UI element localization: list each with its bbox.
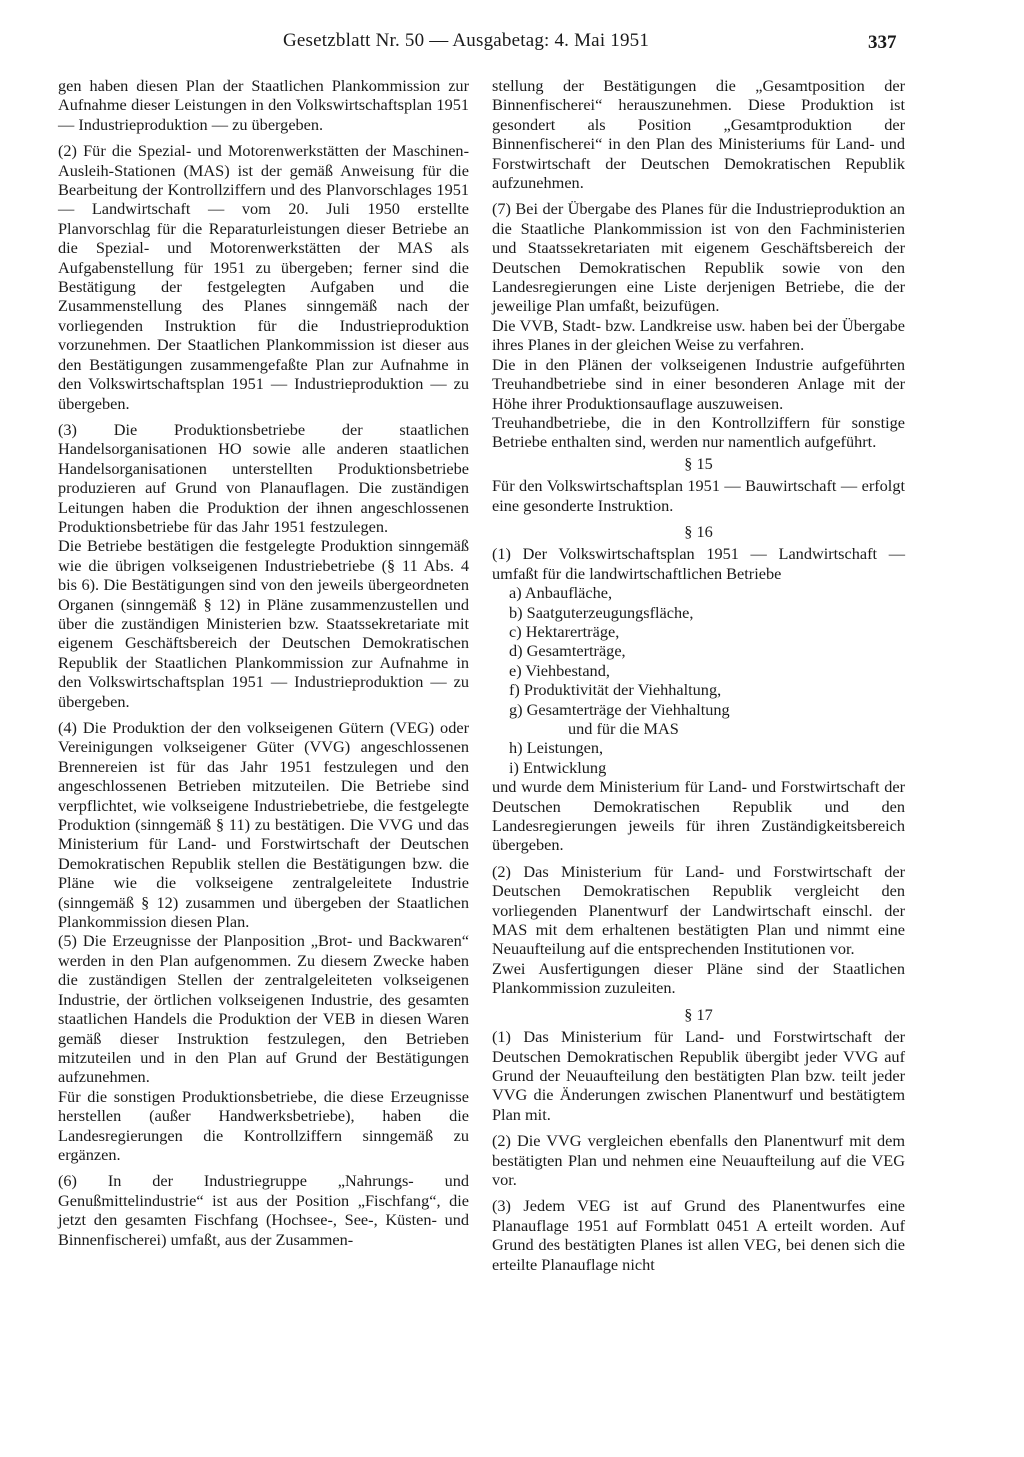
paragraph: (2) Für die Spezial- und Motorenwerkstätten der Maschinen-Ausleih-Stationen (MAS) ist der gemäß Anweisung für die Bearbeitung der Kontrollziffern und des Planvorschlages 1951 — Landwirtschaft — vom 20. Juli 1950 erstellte Planvorschlag für die Reparaturleistungen dieser Betriebe an die Spezial- und Motorenwerkstätten der MAS als Aufgabenstellung für 1951 zu übergeben; ferner sind die Bestätigung der festgelegten Aufgaben und die Zusammenstellung des Planes sinngemäß nach der vorliegenden Instruktion für die Industrieproduktion vorzunehmen. Der Staatlichen Plankommission ist dieser aus den Bestätigungen zusammengefaßte Plan zur Aufnahme in den Volkswirtschaftsplan 1951 — Industrieproduktion — zu übergeben. [58,141,469,413]
paragraph: stellung der Bestätigungen die „Gesamtposition der Binnenfischerei“ herauszunehmen. Diese Produktion ist gesondert als Position „Gesamtproduktion der Binnenfischerei“ in den Plan des Ministeriums für Land- und Forstwirtschaft der Deutschen Demokratischen Republik aufzunehmen. [492,76,905,193]
paragraph: (6) In der Industriegruppe „Nahrungs- und Genußmittelindustrie“ ist aus der Position „Fischfang“, die jetzt den gesamten Fischfang (Hochsee-, See-, Küsten- und Binnenfischerei) umfaßt, aus der Zusammen- [58,1171,469,1249]
header-title: Gesetzblatt Nr. 50 — Ausgabetag: 4. Mai 1951 [283,30,650,51]
page-number: 337 [868,32,897,53]
section-16-heading: § 16 [684,521,713,541]
list-item: i) Entwicklung [509,757,607,777]
right-column [492,76,905,1281]
paragraph: Die in den Plänen der volkseigenen Industrie aufgeführten Treuhandbetriebe sind in einer besonderen Anlage mit der Höhe ihrer Produktionsauflage auszuweisen. [492,354,905,413]
section-17-heading: § 17 [684,1004,713,1024]
paragraph: Die VVB, Stadt- bzw. Landkreise usw. haben bei der Übergabe ihres Planes in der gleichen Weise zu verfahren. [492,315,905,355]
section-16-outro: und wurde dem Ministerium für Land- und Forstwirtschaft der Deutschen Demokratischen Republik und den Landesregierungen jeweils für ihren Zuständigkeitsbereich übergeben. [492,777,905,855]
section-16-intro: (1) Der Volkswirtschaftsplan 1951 — Landwirtschaft — umfaßt für die landwirtschaftlichen Betriebe [492,544,905,583]
paragraph: (2) Das Ministerium für Land- und Forstwirtschaft der Deutschen Demokratischen Republik vergleicht den vorliegenden Planentwurf der Landwirtschaft einschl. der MAS mit dem erhaltenen bestätigten Plan und nimmt eine Neuaufteilung auf die entsprechenden Institutionen vor. [492,861,905,959]
list-item: h) Leistungen, [509,738,604,758]
list-item-continuation: und für die MAS [568,719,679,738]
list-item: b) Saatguterzeugungsfläche, [509,602,694,622]
paragraph: gen haben diesen Plan der Staatlichen Plankommission zur Aufnahme dieser Leistungen in den Volkswirtschaftsplan 1951 — Industrieproduktion — zu übergeben. [58,76,469,134]
paragraph: (3) Jedem VEG ist auf Grund des Planentwurfes eine Planauflage 1951 auf Formblatt 0451 A erteilt worden. Auf Grund des bestätigten Planes ist allen VEG, bei denen sich die erteilte Planauflage nicht [492,1196,905,1274]
list-item: f) Produktivität der Viehhaltung, [509,680,722,700]
paragraph: (3) Die Produktionsbetriebe der staatlichen Handelsorganisationen HO sowie alle anderen staatlichen Handelsorganisationen unterstellten Produktionsbetriebe produzieren auf Grund von Planauflagen. Die zuständigen Leitungen haben die Produktion der ihnen angeschlossenen Produktionsbetriebe für das Jahr 1951 festzulegen. [58,419,469,536]
paragraph: (2) Die VVG vergleichen ebenfalls den Planentwurf mit dem bestätigten Plan und nehmen eine Neuaufteilung auf die VEG vor. [492,1131,905,1189]
section-15-heading: § 15 [684,453,713,473]
list-item: g) Gesamterträge der Viehhaltung [509,699,730,719]
paragraph: (1) Das Ministerium für Land- und Forstwirtschaft der Deutschen Demokratischen Republik übergibt jeder VVG auf Grund der Neuaufteilung den bestätigten Plan bzw. teilt jeder VVG die Änderungen zwischen Planentwurf und bestätigtem Plan mit. [492,1027,905,1124]
paragraph: Zwei Ausfertigungen dieser Pläne sind der Staatlichen Plankommission zuzuleiten. [492,958,905,998]
paragraph: Treuhandbetriebe, die in den Kontrollziffern für sonstige Betriebe enthalten sind, werden nur namentlich aufgeführt. [492,412,905,452]
paragraph: Die Betriebe bestätigen die festgelegte Produktion sinngemäß wie die übrigen volkseigenen Industriebetriebe (§ 11 Abs. 4 bis 6). Die Bestätigungen sind von den jeweils übergeordneten Organen (sinngemäß § 12) in Pläne zusammenzustellen und über die zuständigen Ministerien bzw. Staatssekretariate mit eigenem Geschäftsbereich der Deutschen Demokratischen Republik der Staatlichen Plankommission zur Aufnahme in den Volkswirtschaftsplan 1951 — Industrieproduktion — zu übergeben. [58,536,469,711]
section-15-text: Für den Volkswirtschaftsplan 1951 — Bauwirtschaft — erfolgt eine gesonderte Instruktion. [492,476,905,515]
section-16-list [492,583,905,777]
list-item: a) Anbaufläche, [509,583,613,603]
list-item: c) Hektarerträge, [509,621,620,641]
page-header [0,30,1024,60]
paragraph: (4) Die Produktion der den volkseigenen Gütern (VEG) oder Vereinigungen volkseigener Güter (VVG) angeschlossenen Brennereien ist für das Jahr 1951 festzulegen und den angeschlossenen Betrieben mitzuteilen. Die Betriebe sind verpflichtet, wie volkseigene Industriebetriebe, die festgelegte Produktion (sinngemäß § 11) zu bestätigen. Die VVG und das Ministerium für Land- und Forstwirtschaft der Deutschen Demokratischen Republik stellen die Bestätigungen bzw. die Pläne wie die volkseigene zentralgeleitete Industrie (sinngemäß § 12) zusammen und übergeben der Staatlichen Plankommission diesen Plan. [58,718,469,932]
paragraph: Für die sonstigen Produktionsbetriebe, die diese Erzeugnisse herstellen (außer Handwerksbetriebe), haben die Landesregierungen die Kontrollziffern sinngemäß zu ergänzen. [58,1086,469,1164]
paragraph: (5) Die Erzeugnisse der Planposition „Brot- und Backwaren“ werden in den Plan aufgenommen. Zu diesem Zwecke haben die zuständigen Stellen der zentralgeleiteten volkseigenen Industrie, der örtlichen volkseigenen Industrie, des gesamten staatlichen Handels die Produktion der VEB in diesen Waren gemäß dieser Instruktion festzulegen, den Betrieben mitzuteilen und in den Plan auf Grund der Bestätigungen aufzunehmen. [58,931,469,1087]
list-item: e) Viehbestand, [509,660,610,680]
list-item: d) Gesamterträge, [509,641,626,661]
left-column [58,76,469,1256]
paragraph: (7) Bei der Übergabe des Planes für die Industrieproduktion an die Staatliche Plankommission ist von den Fachministerien und Staatssekretariaten mit eigenem Geschäftsbereich der Deutschen Demokratischen Republik sowie von den Landesregierungen eine Liste derjenigen Betriebe, die der jeweilige Plan umfaßt, beizufügen. [492,199,905,316]
